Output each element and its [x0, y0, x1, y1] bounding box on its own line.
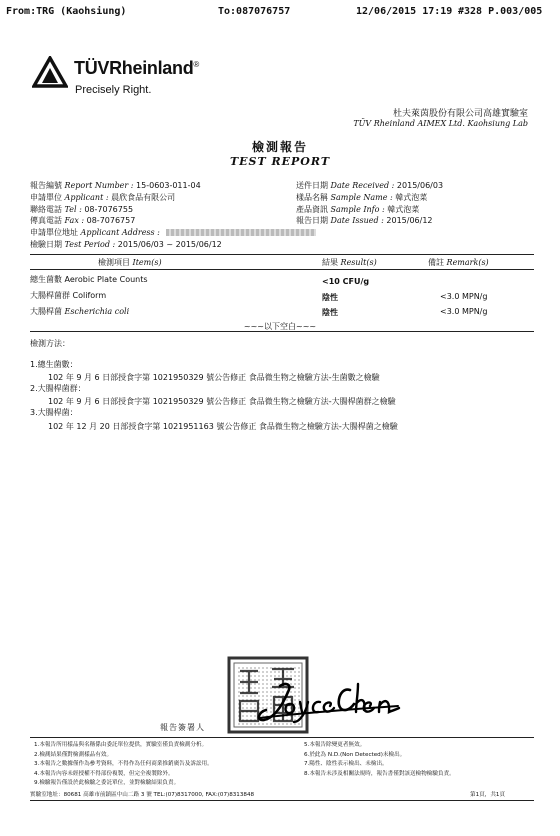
table-end-marker: ~~~以下空白~~~: [243, 322, 317, 331]
footnote: 8.本報告未涉及相關法規時，報告書僅對該送檢物檢驗負責。: [304, 770, 455, 777]
table-top-rule: [30, 254, 534, 255]
footnote: 1.本報告所用樣品與名稱係由委託單位提供，實驗室僅負責檢測分析。: [34, 742, 208, 748]
signatory-label: 報告簽署人: [160, 723, 205, 732]
info-address: 申請單位地址 Applicant Address :: [30, 227, 316, 239]
info-right: [296, 180, 443, 227]
table-row: 大腸桿菌群 Coliform: [30, 291, 107, 300]
info-sample-info: 產品資訊 Sample Info : 韓式泡菜: [296, 204, 420, 214]
table-bottom-rule: [30, 331, 534, 332]
info-fax: 傳真電話 Fax : 08-7076757: [30, 216, 136, 226]
logo-brand: TÜVRheinland®: [74, 58, 200, 78]
method-text: 102 年 9 月 6 日部授食字第 1021950329 號公告修正 食品微生物之檢驗方法-大腸桿菌群之檢驗: [48, 397, 396, 406]
method-text: 102 年 12 月 20 日部授食字第 1021951163 號公告修正 食品微生物之檢驗方法-大腸桿菌之檢驗: [48, 422, 398, 431]
title-en: TEST REPORT: [229, 155, 331, 168]
footnote: 7.陽性、陰性表示檢出、未檢出。: [304, 761, 388, 768]
footnote: 6.於此為 N.D.(Non Detected)未檢出。: [304, 751, 406, 758]
table-row: 大腸桿菌 Escherichia coli: [30, 307, 130, 316]
info-test-period: 檢驗日期 Test Period : 2015/06/03 ~ 2015/06/12: [30, 239, 222, 249]
footnote: 4.本報告內容未經授權不得部份複製，但完全複製除外。: [34, 770, 174, 777]
fax-from: From:TRG (Kaohsiung): [6, 6, 127, 17]
info-sample-name: 樣品名稱 Sample Name : 韓式泡菜: [296, 192, 428, 202]
method-title: 1.總生菌數：: [30, 360, 78, 369]
lab-name-zh: 杜夫萊茵股份有限公司高雄實驗室: [392, 109, 528, 119]
info-report-number: 報告編號 Report Number : 15-0603-011-04: [30, 181, 201, 190]
logo-tagline: Precisely Right.: [75, 84, 152, 96]
method-title: 3.大腸桿菌：: [30, 408, 78, 417]
title-zh: 檢測報告: [251, 140, 308, 154]
fax-datetime: 12/06/2015 17:19: [356, 6, 453, 17]
info-tel: 聯絡電話 Tel : 08-7076755: [30, 204, 134, 214]
row-remark: <3.0 MPN/g: [440, 292, 488, 301]
lab-name-en: TÜV Rheinland AIMEX Ltd. Kaohsiung Lab: [353, 119, 528, 128]
row-result: 陰性: [322, 293, 338, 302]
header-result: 結果 Result(s): [322, 258, 377, 267]
footer-rule: [30, 800, 534, 801]
row-result: 陰性: [322, 308, 338, 317]
footnote: 2.檢測結果僅對檢測樣品有效。: [34, 751, 113, 758]
info-date-received: 送件日期 Date Received : 2015/06/03: [296, 181, 444, 190]
header-remark: 備註 Remark(s): [428, 258, 489, 267]
row-remark: <3.0 MPN/g: [440, 307, 488, 316]
footer-page: 第1頁，共1頁: [470, 792, 506, 798]
footnote: 3.本報告之數據僅作為參考資料，不得作為任何商業推銷廣告及訴訟用。: [34, 761, 213, 768]
info-left: [30, 180, 316, 251]
table-row: 總生菌數 Aerobic Plate Counts: [30, 275, 148, 284]
methods-heading: 檢測方法：: [30, 339, 70, 348]
footnotes-right: [304, 741, 455, 779]
footnote-top-rule: [30, 737, 534, 738]
info-date-issued: 報告日期 Date Issued : 2015/06/12: [296, 216, 433, 226]
method-title: 2.大腸桿菌群：: [30, 384, 86, 393]
method-text: 102 年 9 月 6 日部授食字第 1021950329 號公告修正 食品微生物之檢驗方法-生菌數之檢驗: [48, 373, 380, 382]
row-result: <10 CFU/g: [322, 277, 370, 286]
tuv-triangle-logo-icon: [32, 56, 68, 88]
footnotes-left: [34, 741, 213, 789]
header-item: 檢測項目 Item(s): [98, 258, 162, 267]
handwritten-signature-icon: [252, 678, 402, 728]
fax-page: #328 P.003/005: [458, 6, 543, 17]
info-applicant: 申請單位 Applicant : 晨欣食品有限公司: [30, 192, 176, 202]
footnote: 9.檢驗報告僅設於此檢驗之委託單位，並對檢驗結果負責。: [34, 780, 180, 787]
address-redacted: [166, 229, 316, 236]
footnote: 5.本報告除變更者無效。: [304, 742, 366, 748]
fax-to: To:087076757: [218, 6, 291, 17]
footer-address: 實驗室地址：80681 高雄市前鎮區中山二路 3 號 TEL:(07)8317000, FAX:(07)8313848: [30, 792, 255, 798]
table-header-rule: [30, 269, 534, 270]
